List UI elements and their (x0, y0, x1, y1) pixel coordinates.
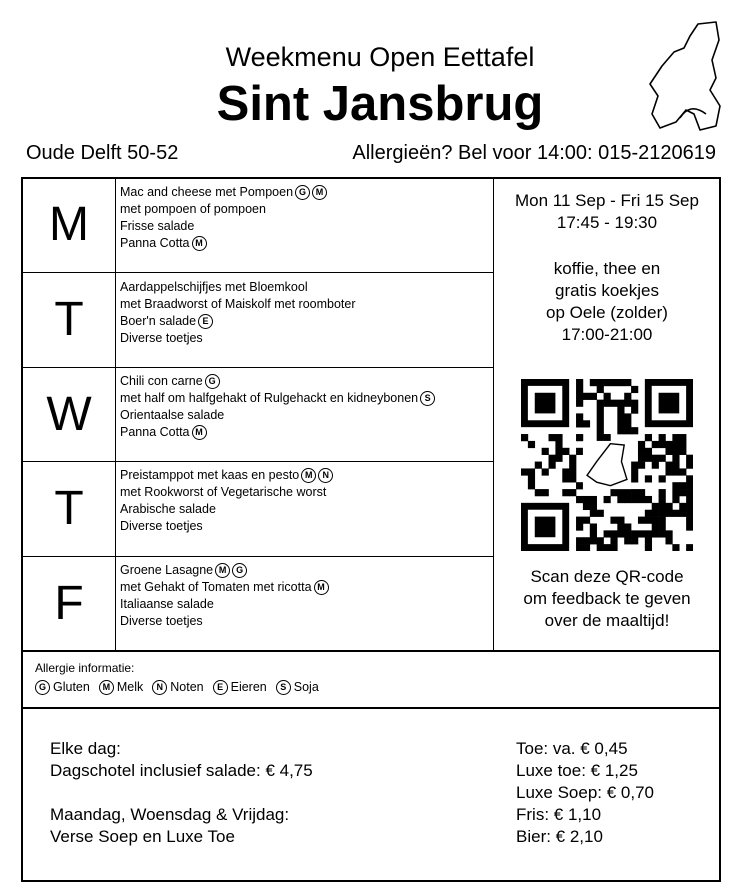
meals-tuesday (120, 279, 490, 347)
meal-text: Boer'n salade (120, 314, 197, 328)
meal-line (120, 390, 490, 407)
day-letter-thursday: T (54, 482, 84, 535)
legend-item (99, 680, 143, 694)
meal-line (120, 613, 490, 630)
day-letter-tuesday: T (54, 293, 84, 346)
meal-text: Groene Lasagne (120, 563, 214, 577)
allergy-phone-note: Allergieën? Bel voor 14:00: 015-2120619 (352, 142, 716, 164)
meal-time: 17:45 - 19:30 (556, 213, 658, 232)
allergen-badge: M (192, 425, 207, 440)
column-divider (493, 179, 494, 650)
column-divider (115, 179, 116, 650)
feedback-note (496, 566, 718, 632)
date-range: Mon 11 Sep - Fri 15 Sep (515, 191, 699, 210)
meal-line (120, 296, 490, 313)
meal-text: met Rookworst of Vegetarische worst (120, 485, 327, 499)
allergen-badge: G (232, 563, 247, 578)
meals-wednesday (120, 373, 490, 441)
allergen-badge: N (152, 680, 167, 695)
legend-label: Soja (293, 680, 319, 694)
feedback-line: Scan deze QR-code (530, 567, 684, 586)
allergy-legend (35, 680, 328, 695)
coffee-line: gratis koekjes (555, 281, 659, 300)
extras-pricing (516, 738, 654, 848)
allergy-info-title: Allergie informatie: (35, 661, 135, 675)
allergen-badge: M (314, 580, 329, 595)
schedule-info (496, 190, 718, 234)
meal-text: Frisse salade (120, 219, 195, 233)
row-divider (23, 272, 494, 273)
meal-line (120, 407, 490, 424)
allergen-badge: M (215, 563, 230, 578)
meals-thursday (120, 467, 490, 535)
qr-code-icon[interactable] (521, 379, 693, 551)
menu-subtitle: Weekmenu Open Eettafel (225, 42, 535, 72)
meal-text: Diverse toetjes (120, 614, 203, 628)
meals-friday (120, 562, 490, 630)
menu-title: Sint Jansbrug (216, 77, 544, 131)
meal-line (120, 467, 490, 484)
allergen-badge: G (205, 374, 220, 389)
day-letter-friday: F (54, 577, 84, 630)
coffee-line: op Oele (zolder) (546, 303, 668, 322)
price-line: Luxe Soep: € 0,70 (516, 783, 655, 802)
meals-monday (120, 184, 490, 252)
allergen-badge: N (318, 468, 333, 483)
meal-line (120, 201, 490, 218)
address: Oude Delft 50-52 (26, 142, 179, 164)
price-line: Fris: € 1,10 (516, 805, 602, 824)
allergen-badge: E (198, 314, 213, 329)
price-line: Bier: € 2,10 (516, 827, 603, 846)
feedback-line: over de maaltijd! (544, 611, 670, 630)
meal-text: Panna Cotta (120, 425, 190, 439)
feedback-line: om feedback te geven (523, 589, 691, 608)
spacer (50, 782, 313, 804)
meal-line (120, 330, 490, 347)
meal-text: met Gehakt of Tomaten met ricotta (120, 580, 312, 594)
meal-line (120, 518, 490, 535)
section-divider (23, 707, 719, 709)
meal-line (120, 235, 490, 252)
pricing-line: Dagschotel inclusief salade: € 4,75 (50, 761, 313, 780)
row-divider (23, 367, 494, 368)
meal-line (120, 562, 490, 579)
coffee-info (496, 258, 718, 346)
meal-text: Chili con carne (120, 374, 203, 388)
day-letter-wednesday: W (46, 388, 92, 441)
meal-line (120, 218, 490, 235)
legend-item (152, 680, 203, 694)
row-divider (23, 461, 494, 462)
legend-label: Noten (170, 680, 204, 694)
meal-text: Arabische salade (120, 502, 216, 516)
pricing-line: Maandag, Woensdag & Vrijdag: (50, 805, 290, 824)
meal-line (120, 424, 490, 441)
meal-text: Italiaanse salade (120, 597, 214, 611)
meal-text: Aardappelschijfjes met Bloemkool (120, 280, 308, 294)
legend-item (213, 680, 267, 694)
meal-text: Mac and cheese met Pompoen (120, 185, 294, 199)
legend-item (276, 680, 319, 694)
meal-line (120, 579, 490, 596)
meal-text: Orientaalse salade (120, 408, 225, 422)
meal-line (120, 279, 490, 296)
legend-label: Gluten (53, 680, 90, 694)
meal-text: met pompoen of pompoen (120, 202, 266, 216)
row-divider (23, 556, 494, 557)
daily-pricing (50, 738, 313, 848)
meal-line (120, 501, 490, 518)
section-divider (23, 650, 719, 652)
allergen-badge: G (35, 680, 50, 695)
pricing-line: Verse Soep en Luxe Toe (50, 827, 235, 846)
meal-line (120, 484, 490, 501)
meal-line (120, 313, 490, 330)
allergen-badge: S (420, 391, 435, 406)
allergen-badge: E (213, 680, 228, 695)
pricing-line: Elke dag: (50, 739, 121, 758)
legend-item (35, 680, 90, 694)
legend-label: Melk (116, 680, 144, 694)
coffee-line: 17:00-21:00 (561, 325, 653, 344)
meal-text: met Braadworst of Maiskolf met roomboter (120, 297, 356, 311)
allergen-badge: G (295, 185, 310, 200)
price-line: Luxe toe: € 1,25 (516, 761, 638, 780)
legend-label: Eieren (230, 680, 267, 694)
allergen-badge: M (99, 680, 114, 695)
day-letter-monday: M (49, 198, 89, 251)
meal-line (120, 596, 490, 613)
coffee-line: koffie, thee en (553, 259, 661, 278)
allergen-badge: M (312, 185, 327, 200)
price-line: Toe: va. € 0,45 (516, 739, 628, 758)
meal-line (120, 184, 490, 201)
allergen-badge: M (301, 468, 316, 483)
meal-text: Panna Cotta (120, 236, 190, 250)
allergen-badge: S (276, 680, 291, 695)
delft-map-logo-icon (646, 18, 722, 136)
meal-text: Diverse toetjes (120, 331, 203, 345)
meal-text: Preistamppot met kaas en pesto (120, 468, 300, 482)
meal-line (120, 373, 490, 390)
allergen-badge: M (192, 236, 207, 251)
meal-text: Diverse toetjes (120, 519, 203, 533)
meal-text: met half om halfgehakt of Rulgehackt en kidneybonen (120, 391, 419, 405)
